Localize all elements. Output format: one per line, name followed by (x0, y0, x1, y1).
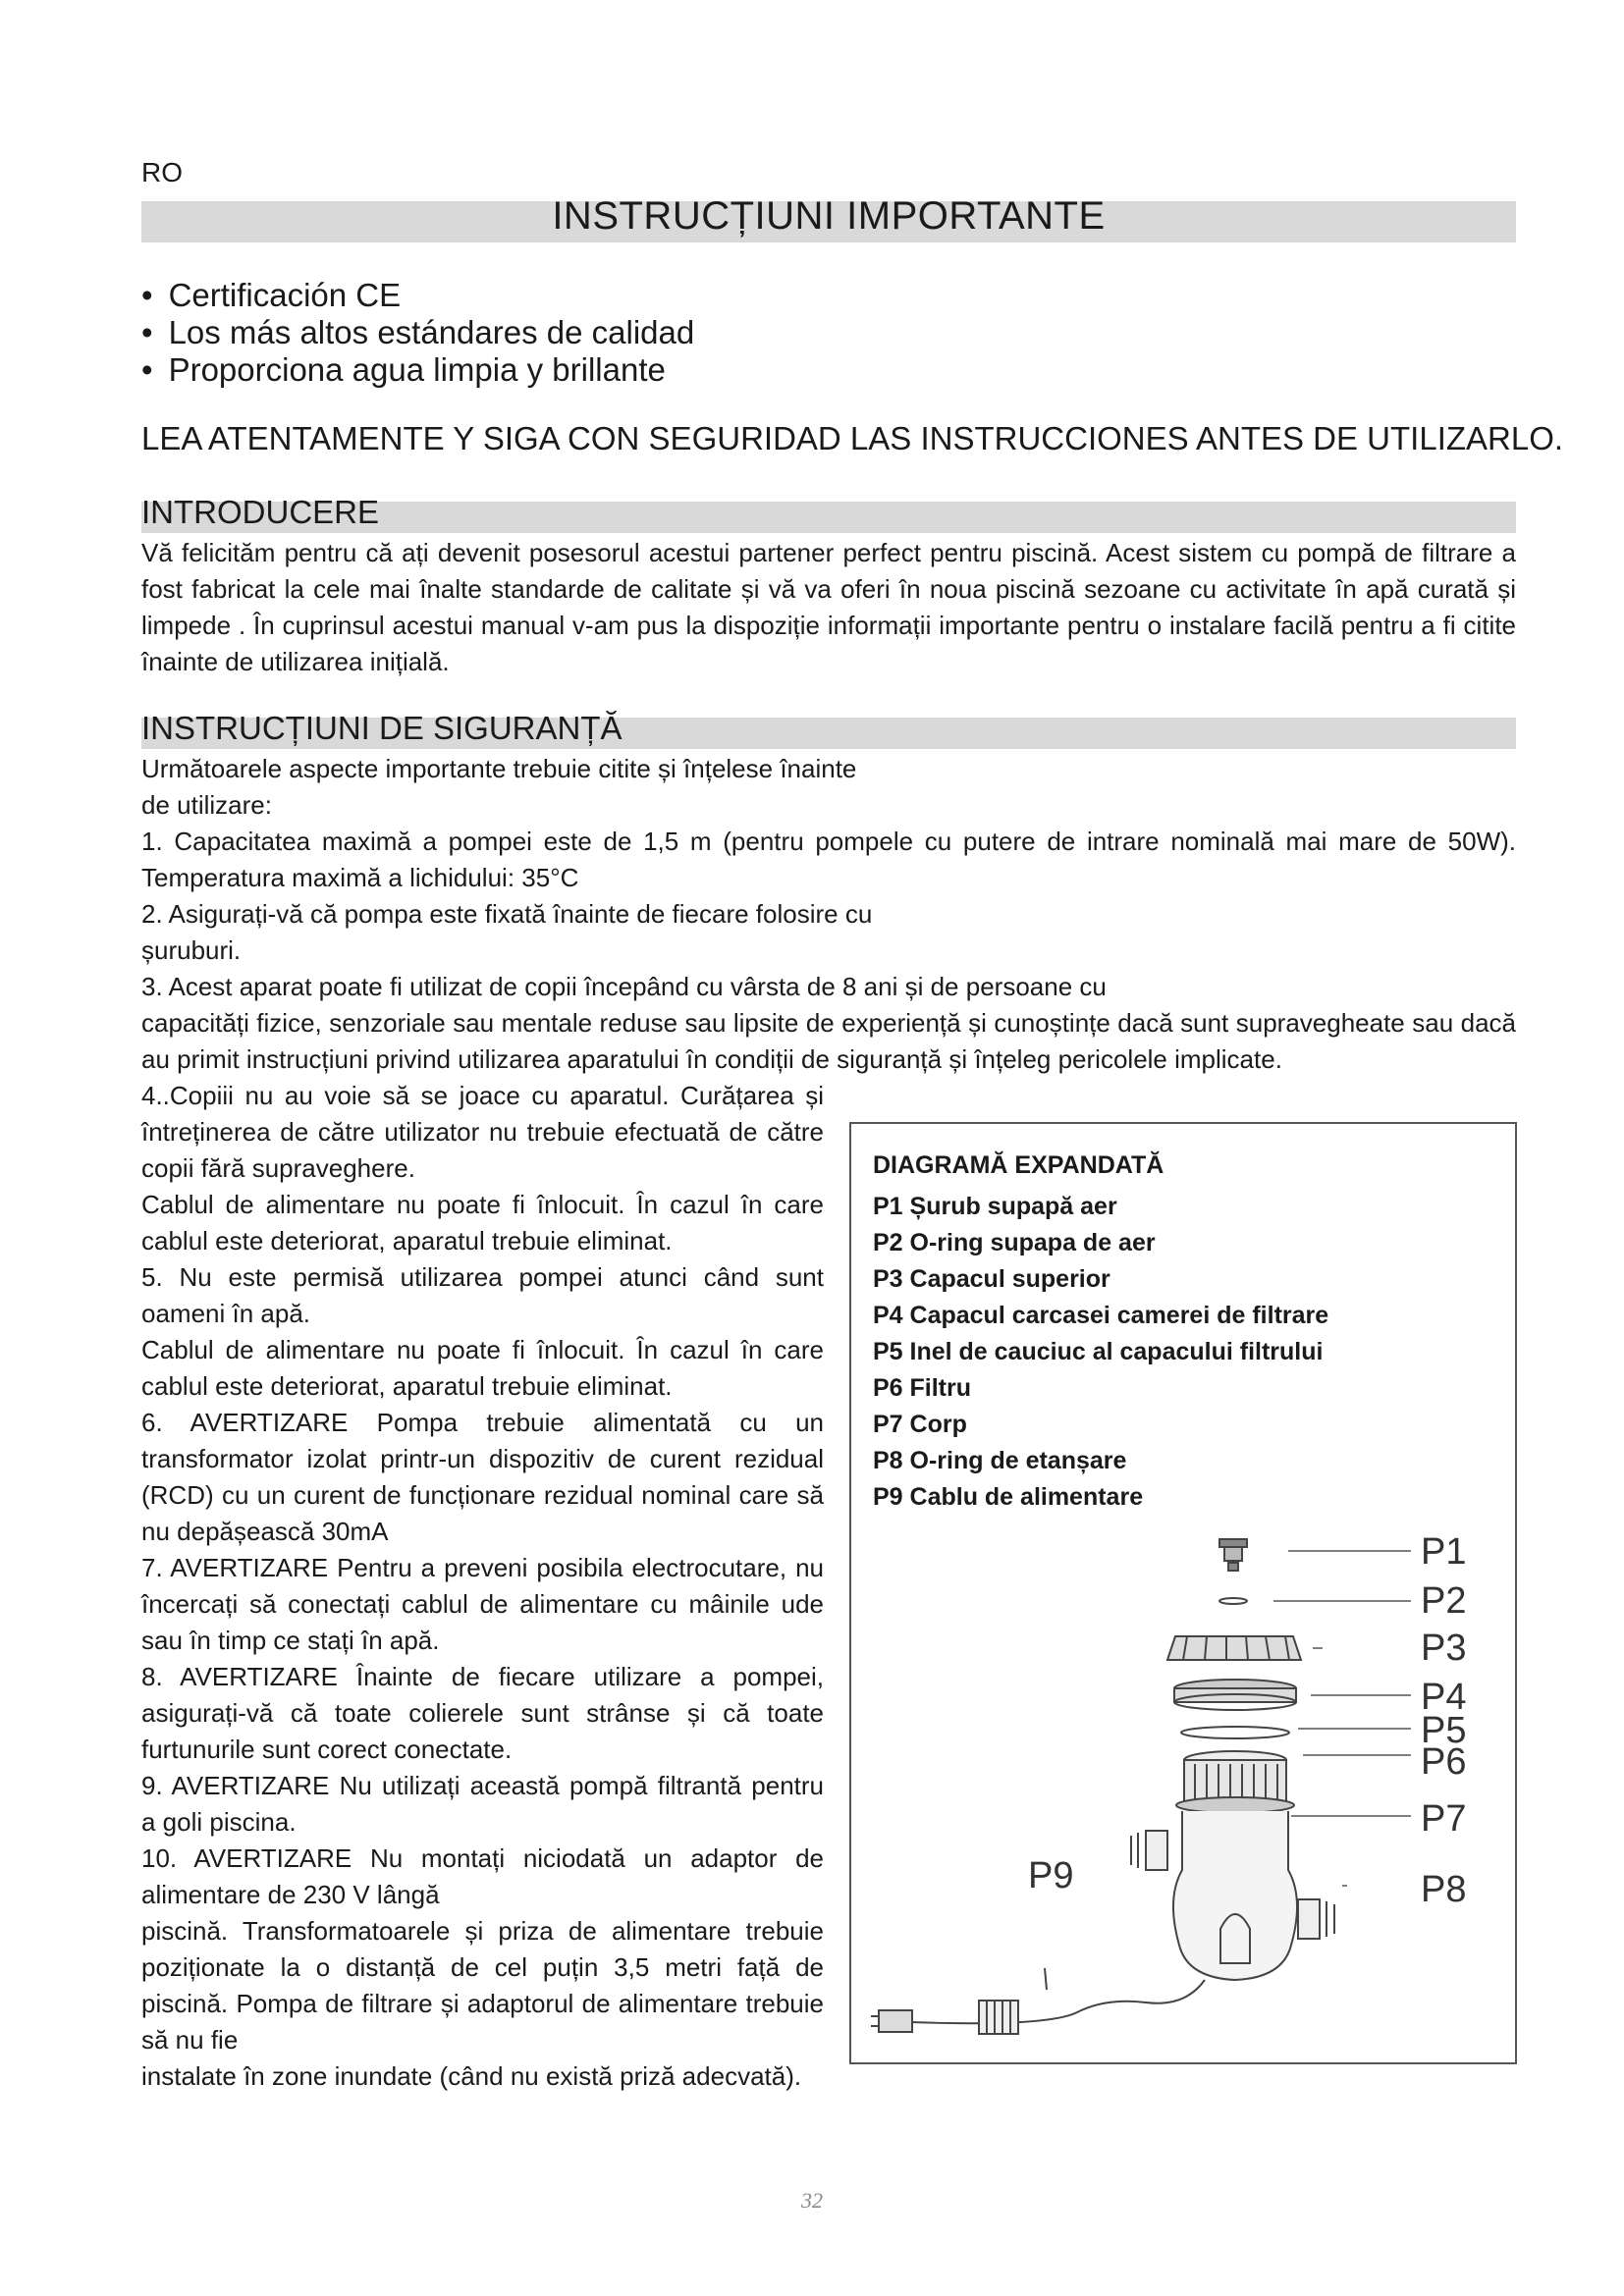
feature-item: • Los más altos estándares de calidad (141, 314, 694, 351)
safety-item-10: 10. AVERTIZARE Nu montați niciodată un adaptor de alimentare de 230 V lângă (141, 1843, 824, 1909)
part-item: P8 O-ring de etanșare (873, 1447, 1127, 1474)
filter-chamber-lid-drawing (1174, 1680, 1296, 1710)
callout-p7: P7 (1421, 1798, 1467, 1840)
callout-p1: P1 (1421, 1531, 1467, 1573)
safety-item-2 (141, 896, 872, 969)
page-title: INSTRUCȚIUNI IMPORTANTE (552, 194, 1106, 238)
cable-note: Cablul de alimentare nu poate fi înlocuit. În cazul în care cablul este deteriorat, aparatul trebuie eliminat. (141, 1190, 824, 1255)
cable-note: Cablul de alimentare nu poate fi înlocuit. În cazul în care cablul este deteriorat, aparatul trebuie eliminat. (141, 1335, 824, 1401)
callout-p5: P5 (1421, 1710, 1467, 1751)
rubber-ring-drawing (1181, 1727, 1289, 1738)
safety-item-9: 9. AVERTIZARE Nu utilizați această pompă filtrantă pentru a goli piscina. (141, 1771, 824, 1837)
pump-body-drawing (1131, 1811, 1334, 1980)
callout-p3: P3 (1421, 1628, 1467, 1669)
o-ring-drawing (1219, 1598, 1247, 1604)
safety-item-5: 5. Nu este permisă utilizarea pompei atunci când sunt oameni în apă. (141, 1262, 824, 1328)
air-valve-screw-drawing (1219, 1539, 1247, 1571)
safety-item-2-line: șuruburi. (141, 935, 242, 965)
diagram-title: DIAGRAMĂ EXPANDATĂ (873, 1151, 1164, 1179)
leader-lines (1273, 1551, 1411, 1886)
safety-item-8: 8. AVERTIZARE Înainte de fiecare utilizare a pompei, asigurați-vă că toate colierele sunt strânse și că toate furtunurile sunt corect conectate. (141, 1662, 824, 1764)
safety-item-6: 6. AVERTIZARE Pompa trebuie alimentată cu un transformator izolat printr-un dispozitiv de curent rezidual (RCD) cu un curent de funcționare rezidual nominal care să nu depășească 30mA (141, 1408, 824, 1546)
safety-item-4: 4..Copiii nu au voie să se joace cu aparatul. Curățarea și întreținerea de către utilizator nu trebuie efectuată de către copii fără supraveghere. (141, 1081, 824, 1183)
feature-item: • Certificación CE (141, 277, 694, 314)
safety-item-3-line: 3. Acest aparat poate fi utilizat de copii începând cu vârsta de 8 ani și de persoane cu (141, 972, 1107, 1001)
part-item: P1 Șurub supapă aer (873, 1193, 1117, 1220)
language-code: RO (141, 157, 183, 187)
safety-lead-line: de utilizare: (141, 790, 272, 820)
safety-item-3a (141, 969, 1107, 1005)
feature-item: • Proporciona agua limpia y brillante (141, 351, 694, 389)
feature-list (141, 277, 694, 389)
page-number: 32 (801, 2188, 823, 2213)
power-cable-drawing (871, 1968, 1205, 2034)
callout-p2: P2 (1421, 1580, 1467, 1622)
safety-heading: INSTRUCȚIUNI DE SIGURANȚĂ (141, 710, 623, 746)
safety-item-7: 7. AVERTIZARE Pentru a preveni posibila electrocutare, nu încercați să conectați cablul de alimentare cu mâinile ude sau în timp ce stați în apă. (141, 1553, 824, 1655)
part-item: P4 Capacul carcasei camerei de filtrare (873, 1302, 1329, 1329)
safety-item-3b: capacități fizice, senzoriale sau mentale reduse sau lipsite de experiență și cunoștințe dacă sunt supravegheate sau dacă au primit instrucțiuni privind utilizarea aparatului în condiții de siguranță și înțeleg pericolele implicate. (141, 1008, 1516, 1074)
callout-p9: P9 (1028, 1855, 1074, 1896)
safety-item-10: instalate în zone inundate (când nu există priză adecvată). (141, 2061, 802, 2091)
top-cap-drawing (1167, 1636, 1301, 1660)
read-warning: LEA ATENTAMENTE Y SIGA CON SEGURIDAD LAS INSTRUCCIONES ANTES DE UTILIZARLO. (141, 420, 1564, 456)
safety-lead-line: Următoarele aspecte importante trebuie citite și înțelese înainte (141, 754, 857, 783)
intro-paragraph: Vă felicităm pentru că ați devenit posesorul acestui partener perfect pentru piscină. Acest sistem cu pompă de filtrare a fost fabricat la cele mai înalte standarde de calitate și vă va oferi în noua piscină sezoane cu activitate în apă curată și limpede . În cuprinsul acestui manual v-am pus la dispoziție informații importante pentru o instalare facilă pentru a fi citite înainte de utilizarea inițială. (141, 538, 1516, 676)
filter-cartridge-drawing (1176, 1751, 1294, 1813)
safety-item-1: 1. Capacitatea maximă a pompei este de 1,5 m (pentru pompele cu putere de intrare nominală mai mare de 50W). Temperatura maximă a lichidului: 35°C (141, 827, 1516, 892)
part-item: P5 Inel de cauciuc al capacului filtrului (873, 1338, 1324, 1365)
part-item: P2 O-ring supapa de aer (873, 1229, 1156, 1256)
safety-item-2-line: 2. Asigurați-vă că pompa este fixată înainte de fiecare folosire cu (141, 899, 873, 929)
safety-item-10: piscină. Transformatoarele și priza de alimentare trebuie poziționate la o distanță de cel puțin 3,5 metri față de piscină. Pompa de filtrare și adaptorul de alimentare trebuie să nu fie (141, 1916, 824, 2055)
part-item: P9 Cablu de alimentare (873, 1483, 1144, 1511)
callout-p4: P4 (1421, 1677, 1467, 1718)
part-item: P6 Filtru (873, 1374, 972, 1402)
part-item: P3 Capacul superior (873, 1265, 1110, 1293)
part-item: P7 Corp (873, 1411, 967, 1438)
callout-p6: P6 (1421, 1741, 1467, 1783)
safety-lead (141, 751, 856, 824)
pump-exploded-drawing (851, 1124, 1519, 2066)
callout-p8: P8 (1421, 1869, 1467, 1910)
safety-column (141, 1078, 824, 2095)
intro-heading: INTRODUCERE (141, 494, 380, 530)
exploded-diagram-box (849, 1122, 1517, 2064)
